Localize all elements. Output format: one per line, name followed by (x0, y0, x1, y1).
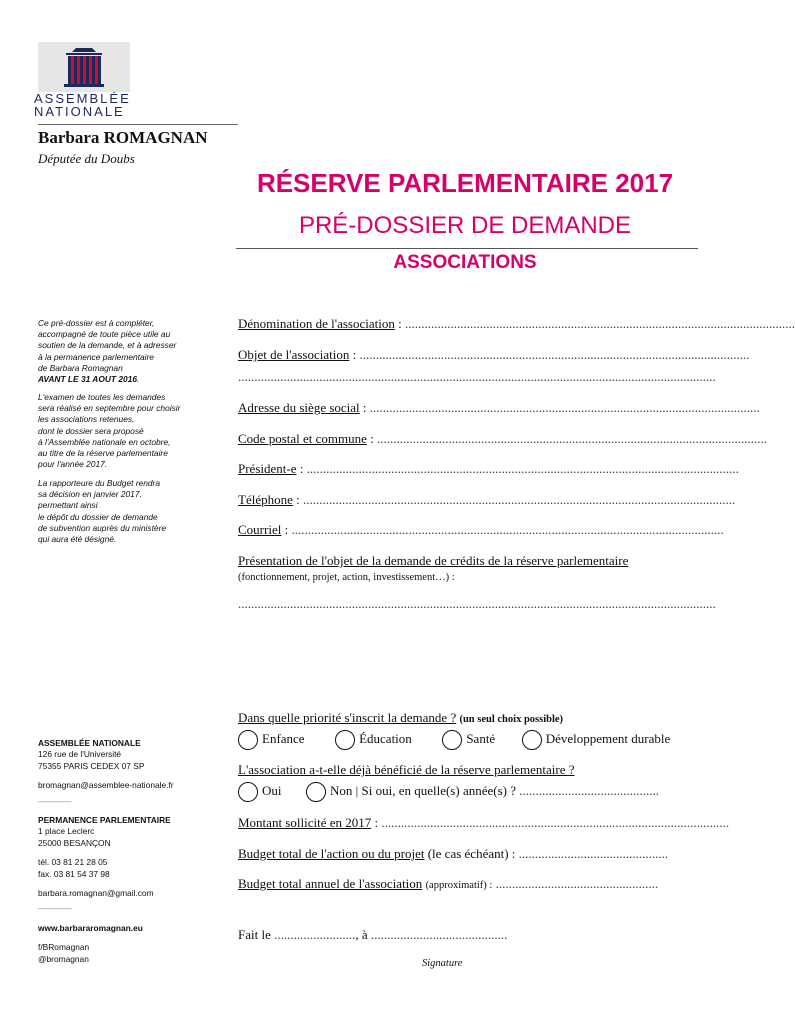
option-enfance[interactable]: Enfance (238, 731, 305, 746)
field-adresse[interactable]: Adresse du siège social : ........................................................................................................................ (238, 400, 760, 415)
option-non[interactable]: Non (306, 783, 352, 798)
radio-icon[interactable] (335, 730, 355, 750)
deputy-title: Députée du Doubs (38, 151, 135, 166)
radio-icon[interactable] (238, 782, 258, 802)
facebook-link[interactable]: f/BRomagnan (38, 942, 90, 953)
header-rule (38, 124, 238, 125)
sidebar-decision: La rapporteure du Budget rendra sa décision en janvier 2017, permettant ainsi le dépôt du dossier de demande de subvention auprès du ministère qui aura été désigné. (38, 478, 167, 545)
field-presentation: Présentation de l'objet de la demande de crédits de la réserve parlementaire (238, 553, 629, 568)
option-oui[interactable]: Oui (238, 783, 282, 798)
deputy-name: Barbara ROMAGNAN (38, 128, 208, 147)
signature-label: Signature (422, 958, 463, 969)
radio-icon[interactable] (522, 730, 542, 750)
main-title: RÉSERVE PARLEMENTAIRE 2017 (256, 168, 674, 198)
field-courriel[interactable]: Courriel : ..................................................................................................................................... (238, 522, 724, 537)
field-objet[interactable]: Objet de l'association : ........................................................................................................................ (238, 347, 750, 362)
field-fait-le[interactable]: Fait le ........................., à .......................................... (238, 927, 508, 942)
field-objet-continued[interactable]: ................................................................................................................................................... (238, 369, 716, 384)
priority-question: Dans quelle priorité s'inscrit la demande ? (un seul choix possible) (238, 710, 564, 725)
field-telephone[interactable]: Téléphone : ..................................................................................................................................... (238, 492, 736, 507)
sidebar-exam: L'examen de toutes les demandes sera réalisé en septembre pour choisir les associations retenues, dont le dossier sera proposé à l'Assemblée nationale en octobre, au titre de la réserve parlementaire pour l'année 2017. (38, 392, 181, 470)
priority-options (238, 730, 670, 750)
option-education[interactable]: Éducation (335, 731, 412, 746)
logo-wordmark: ASSEMBLÉE NATIONALE (34, 91, 131, 119)
field-budget-annuel[interactable]: Budget total annuel de l'association (approximatif) : .................................................. (238, 876, 659, 891)
field-budget-action[interactable]: Budget total de l'action ou du projet (le cas échéant) : .............................................. (238, 846, 669, 861)
twitter-link[interactable]: @bromagnan (38, 953, 89, 964)
section-title: ASSOCIATIONS (393, 252, 537, 273)
radio-icon[interactable] (306, 782, 326, 802)
perm-email[interactable]: barbara.romagnan@gmail.com (38, 888, 154, 899)
already-options: Oui Non | Si oui, en quelle(s) année(s) ? ........................................... (238, 782, 659, 802)
website-link[interactable]: www.barbararomagnan.eu (38, 922, 143, 933)
an-email[interactable]: bromagnan@assemblee-nationale.fr (38, 780, 174, 791)
field-presentation-input[interactable]: ................................................................................................................................................... (238, 596, 716, 611)
option-sante[interactable]: Santé (442, 731, 495, 746)
option-developpement[interactable]: Développement durable (522, 731, 671, 746)
deadline: AVANT LE 31 AOUT 2016 (38, 374, 137, 385)
sidebar-instructions: Ce pré-dossier est à compléter, accompagné de toute pièce utile au soutien de la demande, et à adresser à la permanence parlementaire de Barbara Romagnan AVANT LE 31 AOUT 2016. (38, 318, 177, 385)
years-label: | Si oui, en quelle(s) année(s) ? (355, 782, 516, 798)
presentation-note: (fonctionnement, projet, action, investissement…) : (238, 572, 455, 583)
already-question: L'association a-t-elle déjà bénéficié de la réserve parlementaire ? (238, 762, 575, 777)
field-montant[interactable]: Montant sollicité en 2017 : ........................................................................................................... (238, 815, 730, 830)
footer-contacts: ASSEMBLÉE NATIONALE 126 rue de l'Université 75355 PARIS CEDEX 07 SP bromagnan@assemblee-nationale.fr ———— PERMANENCE PARLEMENTAIRE 1 place Leclerc 25000 BESANÇON tél. 03 81 21 28 05 fax. 03 81 54 37 98 barbara.romagnan@gmail.com ———— www.barbararomagnan.eu f/BRomagnan @bromagnan (38, 738, 228, 965)
radio-icon[interactable] (442, 730, 462, 750)
sub-title: PRÉ-DOSSIER DE DEMANDE (298, 212, 632, 239)
field-president[interactable]: Président-e : ..................................................................................................................................... (238, 461, 739, 476)
radio-icon[interactable] (238, 730, 258, 750)
title-rule (236, 248, 698, 249)
field-code-postal[interactable]: Code postal et commune : ........................................................................................................................ (238, 431, 768, 446)
field-denomination[interactable]: Dénomination de l'association : ........................................................................................................................ (238, 316, 795, 331)
